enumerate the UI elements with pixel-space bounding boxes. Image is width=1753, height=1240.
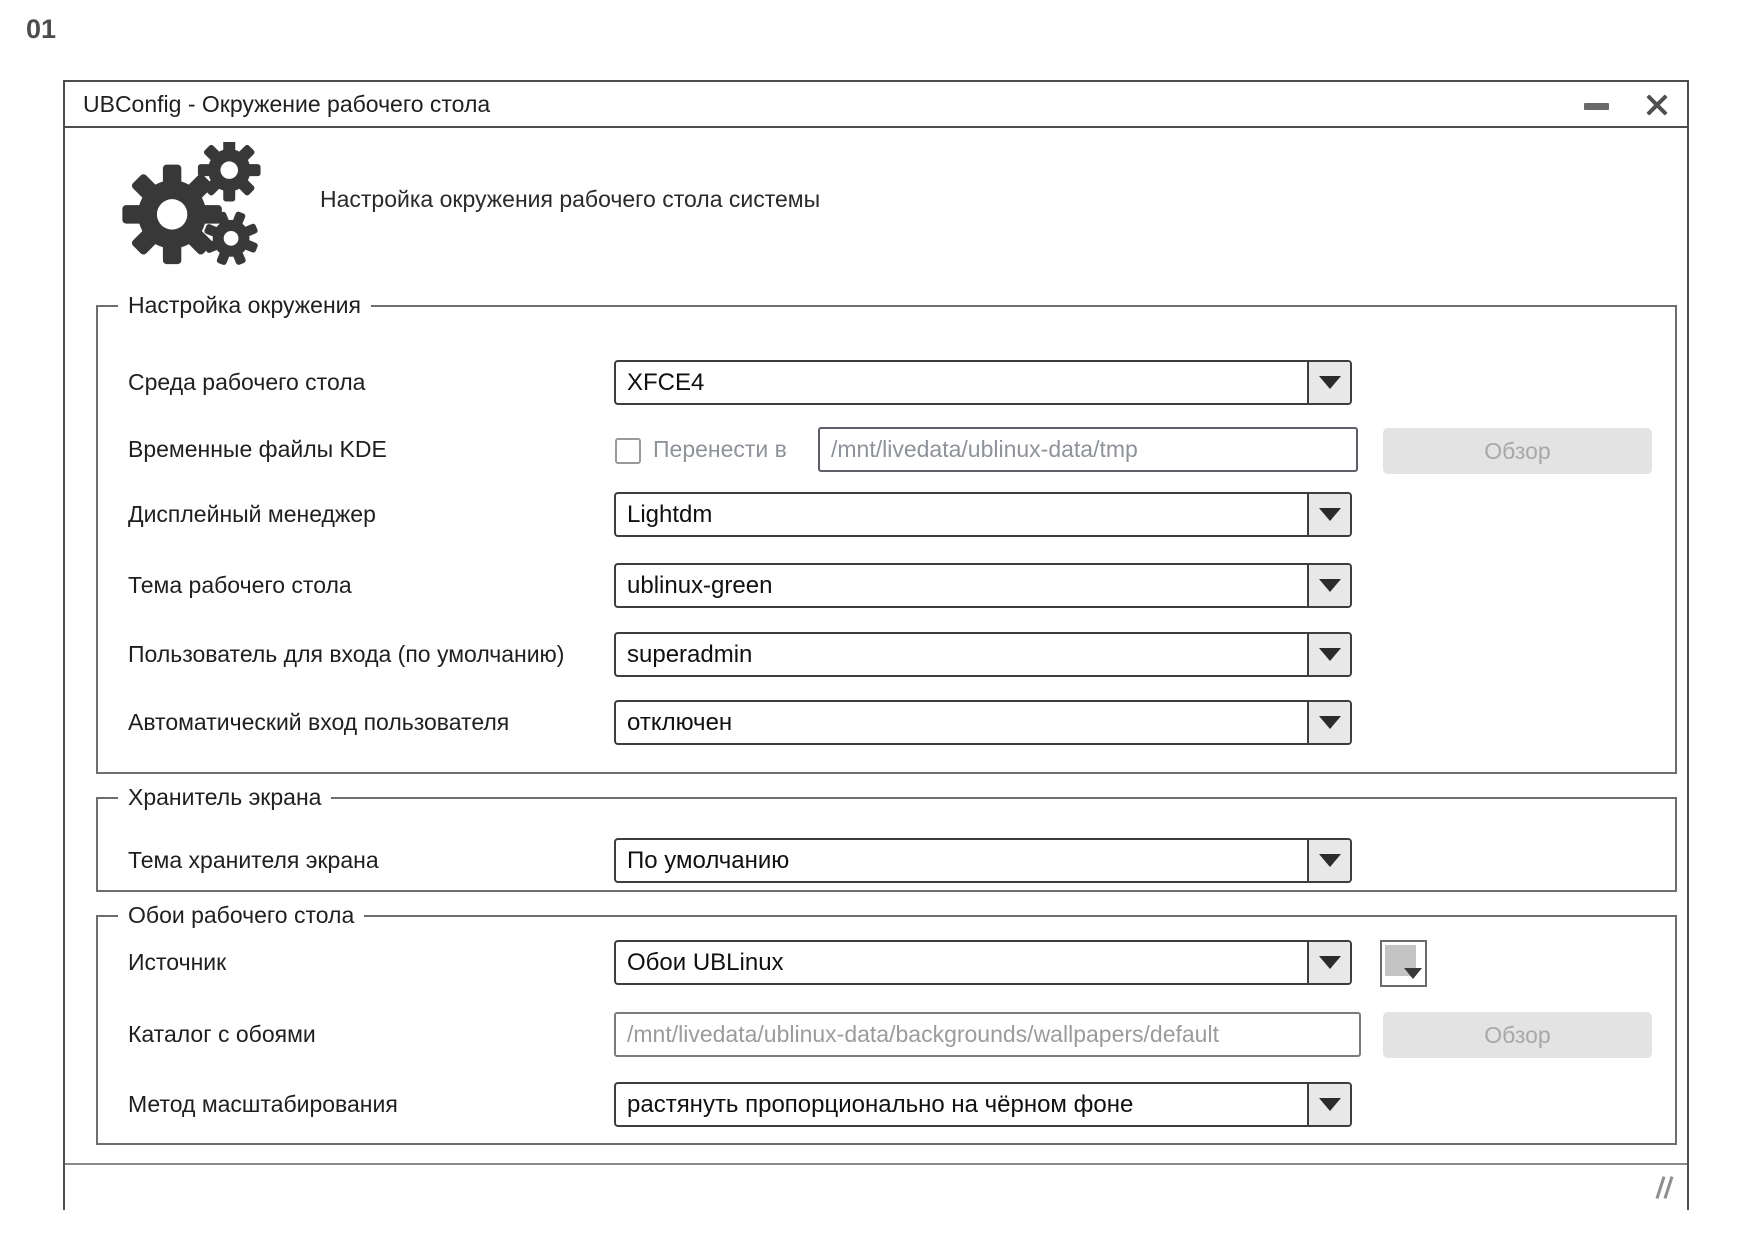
desktop-environment-select[interactable] [614, 360, 1352, 405]
title-bar [65, 82, 1687, 128]
scaling-method-value: растянуть пропорционально на чёрном фоне [627, 1091, 1134, 1118]
resize-grip-icon[interactable] [1647, 1175, 1673, 1201]
move-to-checkbox-label[interactable]: Перенести в [653, 436, 787, 462]
wallpaper-directory-browse-button[interactable]: Обзор [1383, 1012, 1652, 1058]
window-title: UBConfig - Окружение рабочего стола [83, 91, 491, 117]
page-number-label: 01 [26, 14, 57, 44]
group-environment-legend: Настройка окружения [118, 292, 371, 319]
chevron-down-icon [1404, 968, 1422, 979]
kde-temp-path-input[interactable]: /mnt/livedata/ublinux-data/tmp [818, 427, 1358, 472]
close-icon[interactable] [1643, 91, 1671, 119]
chevron-down-icon[interactable] [1307, 634, 1350, 675]
desktop-theme-select[interactable] [614, 563, 1352, 608]
screensaver-theme-value: По умолчанию [627, 847, 790, 874]
background-color-picker-button[interactable] [1380, 940, 1427, 987]
desktop-theme-label: Тема рабочего стола [128, 572, 352, 598]
wallpaper-directory-label: Каталог с обоями [128, 1021, 316, 1047]
chevron-down-icon[interactable] [1307, 840, 1350, 881]
display-manager-value: Lightdm [627, 501, 713, 528]
autologin-label: Автоматический вход пользователя [128, 709, 510, 735]
gears-icon [115, 142, 267, 277]
autologin-value: отключен [627, 709, 733, 736]
autologin-select[interactable] [614, 700, 1352, 745]
scaling-method-select[interactable] [614, 1082, 1352, 1127]
wallpaper-source-label: Источник [128, 949, 227, 975]
default-login-user-label: Пользователь для входа (по умолчанию) [128, 641, 565, 667]
wallpaper-source-select[interactable] [614, 940, 1352, 985]
chevron-down-icon[interactable] [1307, 565, 1350, 606]
chevron-down-icon[interactable] [1307, 362, 1350, 403]
scaling-method-label: Метод масштабирования [128, 1091, 398, 1117]
kde-temp-files-label: Временные файлы KDE [128, 436, 387, 462]
header-subtitle: Настройка окружения рабочего стола системы [320, 186, 821, 212]
screensaver-theme-label: Тема хранителя экрана [128, 847, 379, 873]
group-wallpaper-legend: Обои рабочего стола [118, 902, 364, 929]
move-to-checkbox[interactable] [615, 438, 641, 464]
display-manager-select[interactable] [614, 492, 1352, 537]
wallpaper-directory-input[interactable]: /mnt/livedata/ublinux-data/backgrounds/wallpapers/default [614, 1012, 1361, 1057]
default-login-user-select[interactable] [614, 632, 1352, 677]
desktop-theme-value: ublinux-green [627, 572, 773, 599]
desktop-environment-value: XFCE4 [627, 369, 705, 396]
ubconfig-window [63, 80, 1689, 1210]
status-bar [65, 1163, 1687, 1210]
group-screensaver-legend: Хранитель экрана [118, 784, 331, 811]
screensaver-theme-select[interactable] [614, 838, 1352, 883]
chevron-down-icon[interactable] [1307, 1084, 1350, 1125]
wallpaper-source-value: Обои UBLinux [627, 949, 784, 976]
default-login-user-value: superadmin [627, 641, 753, 668]
chevron-down-icon[interactable] [1307, 702, 1350, 743]
kde-temp-browse-button[interactable]: Обзор [1383, 428, 1652, 474]
desktop-environment-label: Среда рабочего стола [128, 369, 366, 395]
minimize-icon[interactable] [1584, 103, 1609, 110]
chevron-down-icon[interactable] [1307, 494, 1350, 535]
display-manager-label: Дисплейный менеджер [128, 501, 376, 527]
chevron-down-icon[interactable] [1307, 942, 1350, 983]
